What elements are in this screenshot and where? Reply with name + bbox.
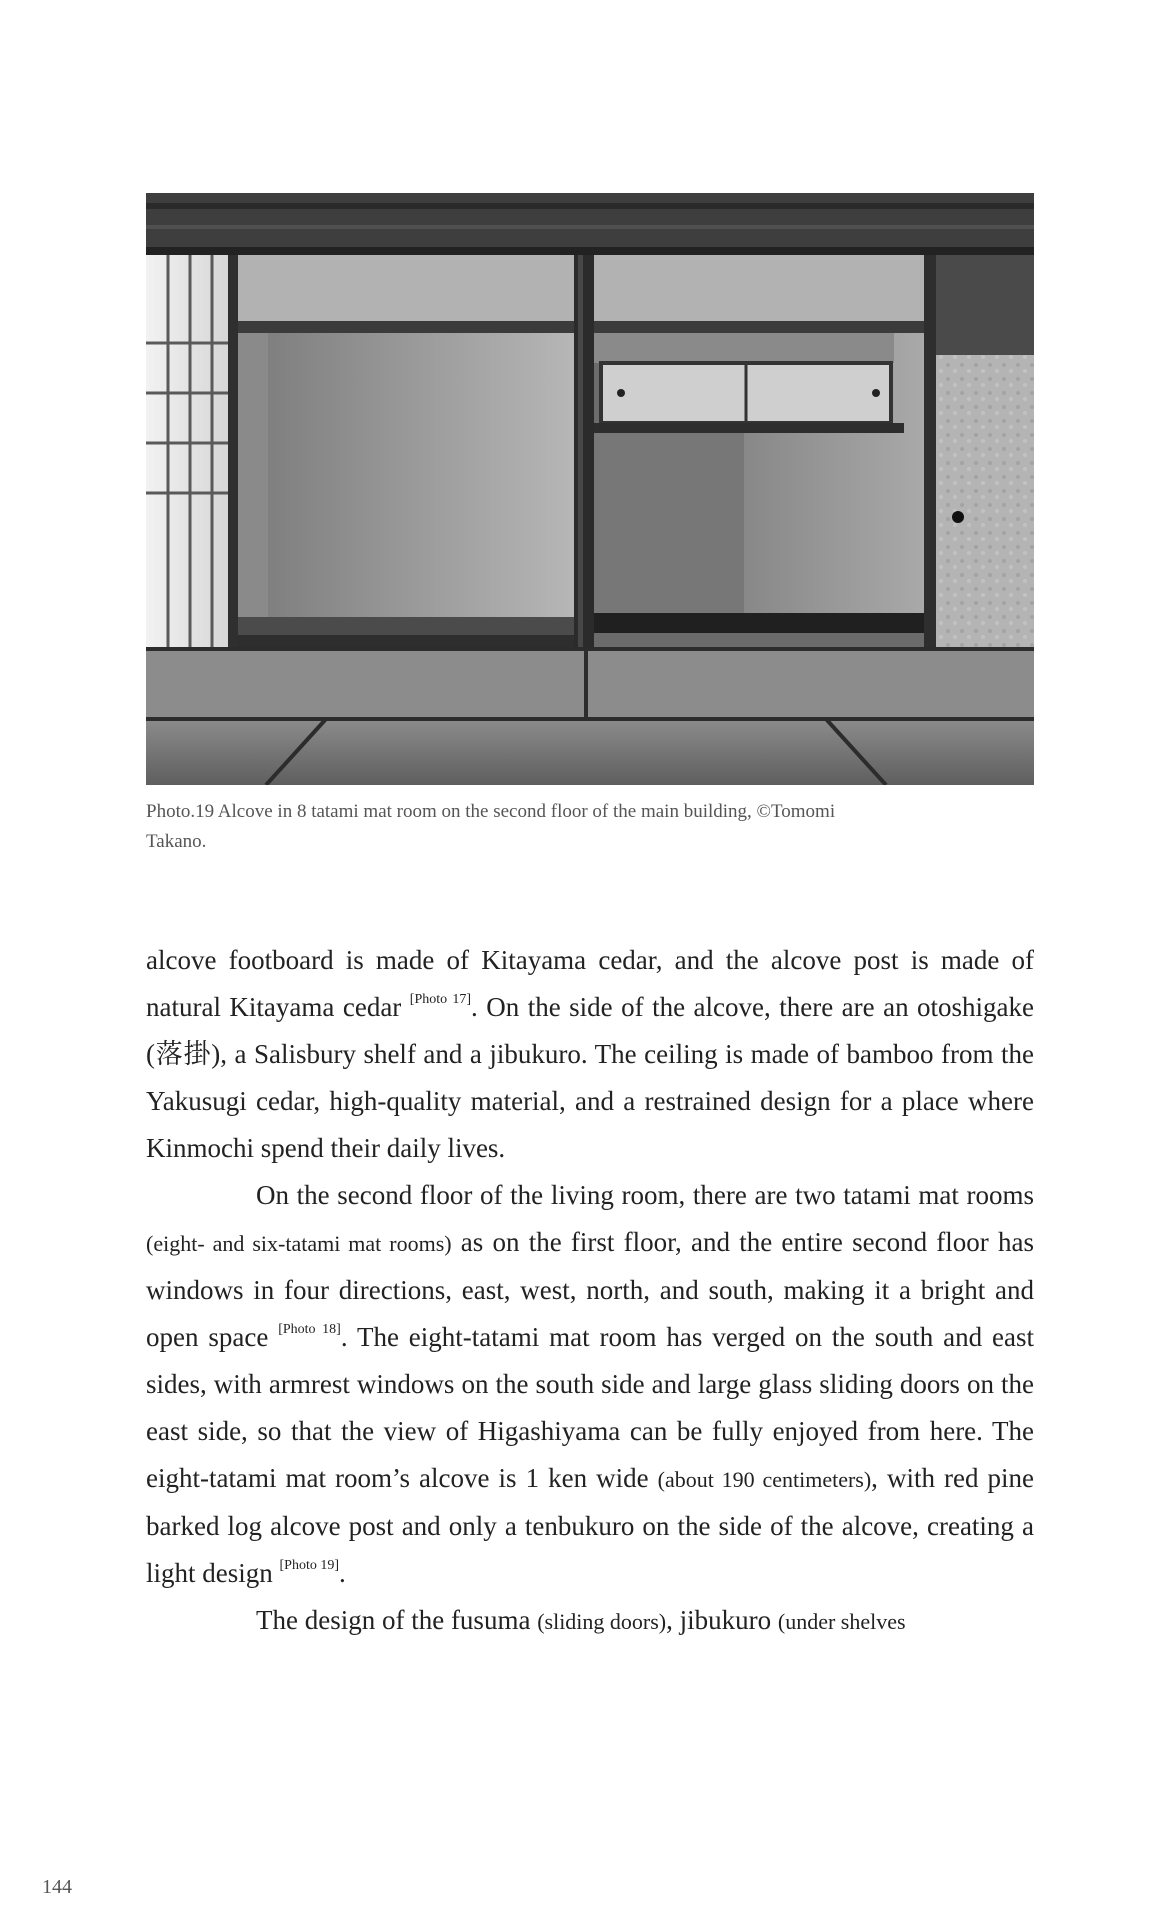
p2-text-3: . The eight-tatami mat room has verged on the south and east sides, with armrest windows on the south side and large glass sliding doors on the east side, so that the view of Higashiyama can be fully enjoyed from here. The eight-tatami mat room’s alcove is 1 ken wide [146,1322,1034,1493]
p2-text-5: . [339,1558,346,1588]
p3-small-2: (under shelves [777,1609,906,1634]
p1-text-2: . On the side of the alcove, there are an otoshigake (落掛), a Salisbury shelf and a jibukuro. The ceiling is made of bamboo from the Yakusugi cedar, high-quality material, and a restrained design for a place where Kinmochi spend their daily lives. [146,992,1035,1163]
p3-small-1: (sliding doors) [537,1609,667,1634]
photo-17-reference: [Photo 17] [409,992,472,1007]
body-text [146,937,1034,1645]
p1-text-1: alcove footboard is made of Kitayama cedar, and the alcove post is made of natural Kitayama cedar [146,945,1034,1022]
paragraph-2 [146,1172,1034,1597]
photo-19-reference: [Photo 19] [279,1558,339,1573]
caption-line-2: Takano. [146,831,207,852]
p2-text-4: , with red pine barked log alcove post and only a tenbukuro on the side of the alcove, creating a light design [146,1463,1034,1588]
p2-small-2: (about 190 centimeters) [657,1467,872,1492]
p2-text-1: On the second floor of the living room, there are two tatami mat rooms [256,1180,1034,1210]
p3-text-2: , jibukuro [666,1605,778,1635]
photo-alcove [146,193,1034,785]
p2-small-1: (eight- and six-tatami mat rooms) [146,1231,452,1256]
photo-illustration [146,193,1034,785]
paragraph-1 [146,937,1034,1172]
caption-line-1: Photo.19 Alcove in 8 tatami mat room on the second floor of the main building, ©Tomomi [146,801,836,822]
p3-text-1: The design of the fusuma [256,1605,538,1635]
p2-text-2: as on the first floor, and the entire second floor has windows in four directions, east, west, north, and south, making it a bright and open space [146,1227,1034,1352]
photo-caption [146,797,1034,857]
page-number: 144 [42,1876,72,1898]
paragraph-3 [146,1597,1034,1645]
photo-18-reference: [Photo 18] [278,1322,341,1337]
